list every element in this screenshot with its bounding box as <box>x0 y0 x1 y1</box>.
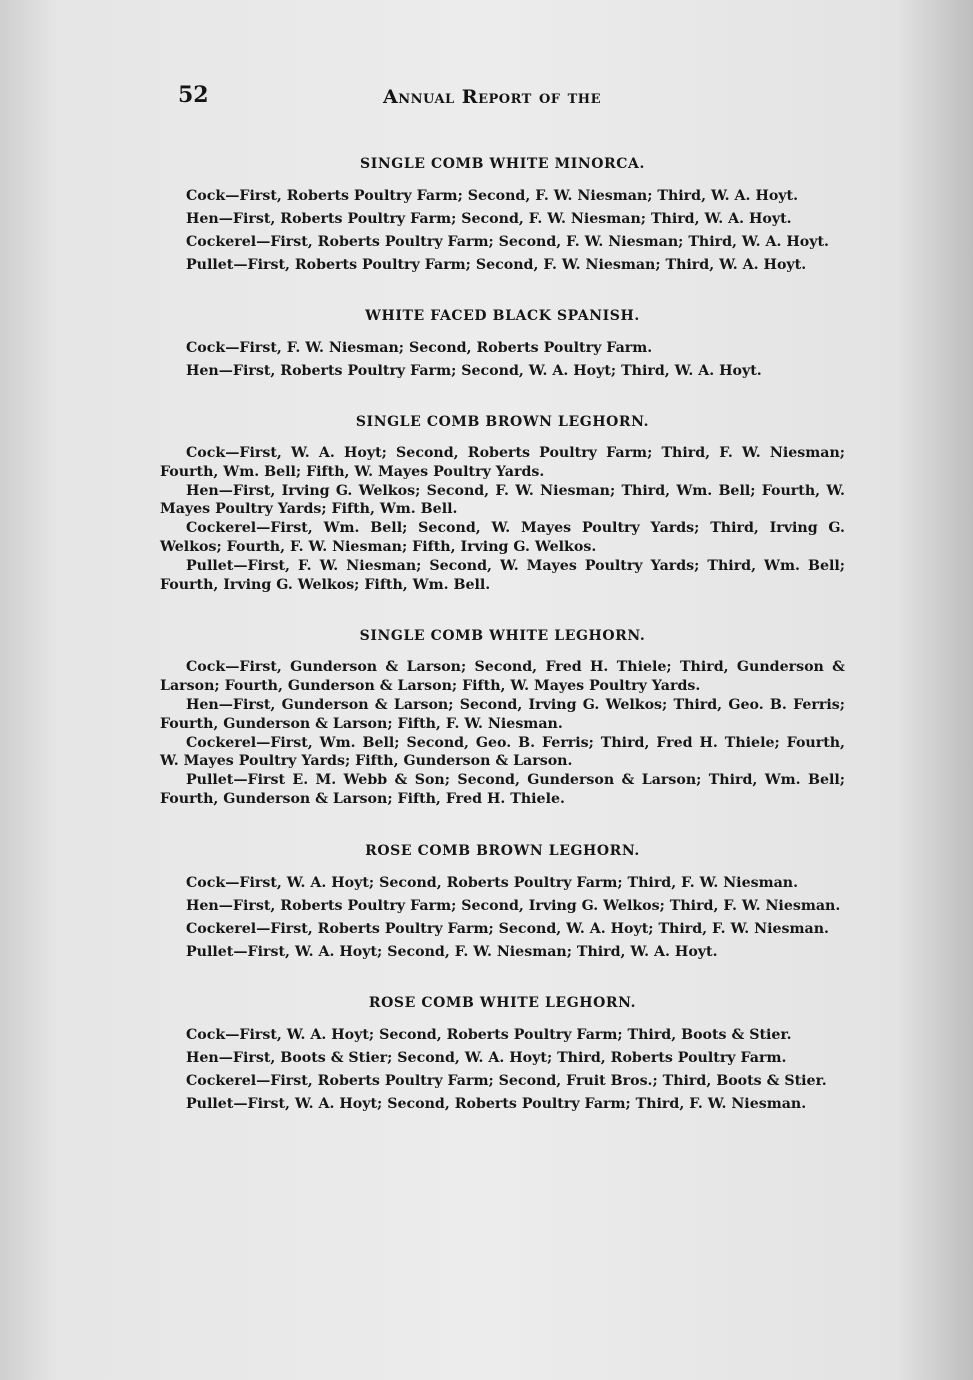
section-white-faced-black-spanish <box>160 308 845 380</box>
entry-cock: Cock—First, F. W. Niesman; Second, Roberts Poultry Farm. <box>186 340 653 356</box>
entry-pullet: Pullet—First, W. A. Hoyt; Second, Roberts Poultry Farm; Third, F. W. Niesman. <box>186 1095 807 1112</box>
entry-cockerel: Cockerel—First, Roberts Poultry Farm; Second, F. W. Niesman; Third, W. A. Hoyt. <box>186 234 829 250</box>
entry-cock: Cock—First, Gunderson & Larson; Second, Fred H. Thiele; Third, Gunderson & Larson; Fourth, Gunderson & Larson; Fifth, W. Mayes Poultry Yards. <box>160 659 845 695</box>
section-heading: SINGLE COMB WHITE MINORCA. <box>360 156 645 172</box>
entry-cockerel: Cockerel—First, Roberts Poultry Farm; Second, Fruit Bros.; Third, Boots & Stier. <box>186 1072 827 1089</box>
entry-pullet: Pullet—First E. M. Webb & Son; Second, Gunderson & Larson; Third, Wm. Bell; Fourth, Gunderson & Larson; Fifth, Fred H. Thiele. <box>160 772 845 807</box>
section-heading: ROSE COMB BROWN LEGHORN. <box>365 842 640 859</box>
section-heading: WHITE FACED BLACK SPANISH. <box>365 308 640 324</box>
entry-pullet: Pullet—First, F. W. Niesman; Second, W. Mayes Poultry Yards; Third, Wm. Bell; Fourth, Irving G. Welkos; Fifth, Wm. Bell. <box>160 557 845 593</box>
page-header <box>178 82 878 112</box>
entry-hen: Hen—First, Irving G. Welkos; Second, F. W. Niesman; Third, Wm. Bell; Fourth, W. Mayes Poultry Yards; Fifth, Wm. Bell. <box>160 482 845 518</box>
entry-cock: Cock—First, W. A. Hoyt; Second, Roberts Poultry Farm; Third, Boots & Stier. <box>186 1026 792 1043</box>
running-title: Annual Report of the <box>383 86 601 108</box>
entry-pullet: Pullet—First, W. A. Hoyt; Second, F. W. Niesman; Third, W. A. Hoyt. <box>186 943 718 960</box>
entry-cock: Cock—First, W. A. Hoyt; Second, Roberts Poultry Farm; Third, F. W. Niesman; Fourth, Wm. Bell; Fifth, W. Mayes Poultry Yards. <box>160 445 845 480</box>
entry-hen: Hen—First, Roberts Poultry Farm; Second, Irving G. Welkos; Third, F. W. Niesman. <box>186 897 841 914</box>
entry-cockerel: Cockerel—First, Wm. Bell; Second, Geo. B. Ferris; Third, Fred H. Thiele; Fourth, W. Mayes Poultry Yards; Fifth, Gunderson & Larson. <box>160 734 845 770</box>
section-heading: SINGLE COMB WHITE LEGHORN. <box>359 628 646 645</box>
section-rose-comb-brown-leghorn <box>160 843 845 961</box>
entry-hen: Hen—First, Gunderson & Larson; Second, Irving G. Welkos; Third, Geo. B. Ferris; Fourth, Gunderson & Larson; Fifth, F. W. Niesman. <box>160 696 845 732</box>
section-rose-comb-white-leghorn <box>160 995 845 1113</box>
entry-hen: Hen—First, Roberts Poultry Farm; Second, F. W. Niesman; Third, W. A. Hoyt. <box>186 211 792 227</box>
section-single-comb-brown-leghorn <box>160 414 845 594</box>
section-heading: SINGLE COMB BROWN LEGHORN. <box>355 414 650 430</box>
entry-pullet: Pullet—First, Roberts Poultry Farm; Second, F. W. Niesman; Third, W. A. Hoyt. <box>186 257 807 273</box>
entry-hen: Hen—First, Roberts Poultry Farm; Second, W. A. Hoyt; Third, W. A. Hoyt. <box>186 363 762 379</box>
entry-cock: Cock—First, W. A. Hoyt; Second, Roberts Poultry Farm; Third, F. W. Niesman. <box>186 874 799 891</box>
page-number: 52 <box>178 82 209 108</box>
entry-cockerel: Cockerel—First, Wm. Bell; Second, W. Mayes Poultry Yards; Third, Irving G. Welkos; Fourth, F. W. Niesman; Fifth, Irving G. Welkos. <box>160 520 845 555</box>
section-single-comb-white-leghorn <box>160 628 845 808</box>
section-single-comb-white-minorca <box>160 156 845 274</box>
entry-cock: Cock—First, Roberts Poultry Farm; Second, F. W. Niesman; Third, W. A. Hoyt. <box>186 188 799 204</box>
page-body <box>160 156 845 1147</box>
entry-hen: Hen—First, Boots & Stier; Second, W. A. Hoyt; Third, Roberts Poultry Farm. <box>186 1049 787 1066</box>
section-heading: ROSE COMB WHITE LEGHORN. <box>368 994 637 1011</box>
entry-cockerel: Cockerel—First, Roberts Poultry Farm; Second, W. A. Hoyt; Third, F. W. Niesman. <box>186 920 829 937</box>
